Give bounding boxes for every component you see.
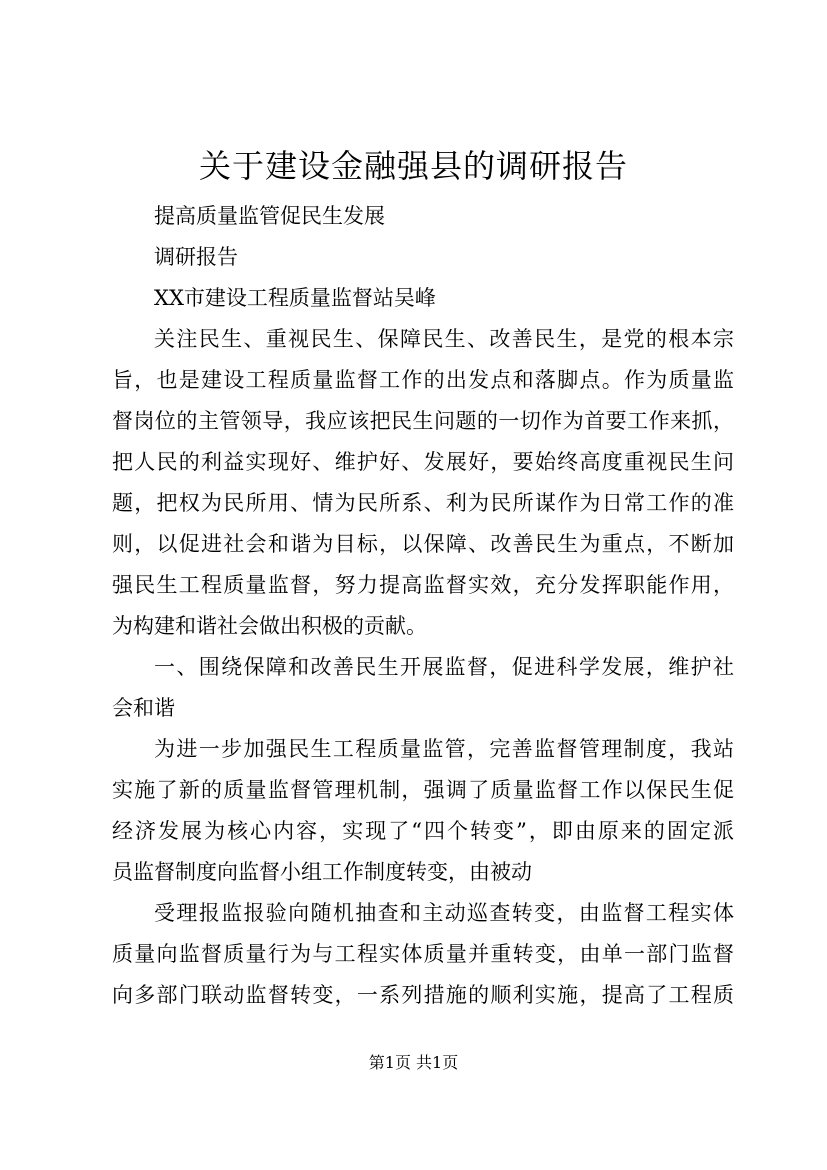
text-line: 则，以促进社会和谐为目标，以保障、改善民生为重点，不断加 [112, 532, 734, 556]
text-line: 提高质量监管促民生发展 [154, 204, 385, 228]
text-line: 员监督制度向监督小组工作制度转变，由被动 [112, 860, 532, 884]
text-line: 为进一步加强民生工程质量监管，完善监督管理制度，我站 [154, 737, 734, 761]
text-line: 质量向监督质量行为与工程实体质量并重转变，由单一部门监督 [112, 942, 734, 966]
text-line: XX市建设工程质量监督站吴峰 [154, 286, 436, 310]
text-line: 经济发展为核心内容，实现了“四个转变”，即由原来的固定派 [112, 819, 734, 843]
text-line: 旨，也是建设工程质量监督工作的出发点和落脚点。作为质量监 [112, 368, 734, 392]
text-line: 实施了新的质量监督管理机制，强调了质量监督工作以保民生促 [112, 778, 734, 802]
page-footer: 第1页 共1页 [368, 1053, 459, 1072]
text-line: 受理报监报验向随机抽查和主动巡查转变，由监督工程实体 [154, 901, 734, 925]
text-line: 向多部门联动监督转变，一系列措施的顺利实施，提高了工程质 [112, 983, 734, 1007]
text-line: 会和谐 [112, 696, 175, 720]
text-line: 关注民生、重视民生、保障民生、改善民生，是党的根本宗 [154, 327, 734, 351]
text-line: 把人民的利益实现好、维护好、发展好，要始终高度重视民生问 [112, 450, 734, 474]
document-body [112, 196, 734, 1016]
text-line: 题，把权为民所用、情为民所系、利为民所谋作为日常工作的准 [112, 491, 734, 515]
text-line: 督岗位的主管领导，我应该把民生问题的一切作为首要工作来抓， [112, 409, 734, 433]
text-line: 调研报告 [154, 245, 238, 269]
text-line: 为构建和谐社会做出积极的贡献。 [112, 614, 427, 638]
text-line: 一、围绕保障和改善民生开展监督，促进科学发展，维护社 [154, 655, 734, 679]
document-title: 关于建设金融强县的调研报告 [198, 147, 628, 185]
text-line: 强民生工程质量监督，努力提高监督实效，充分发挥职能作用， [112, 573, 734, 597]
